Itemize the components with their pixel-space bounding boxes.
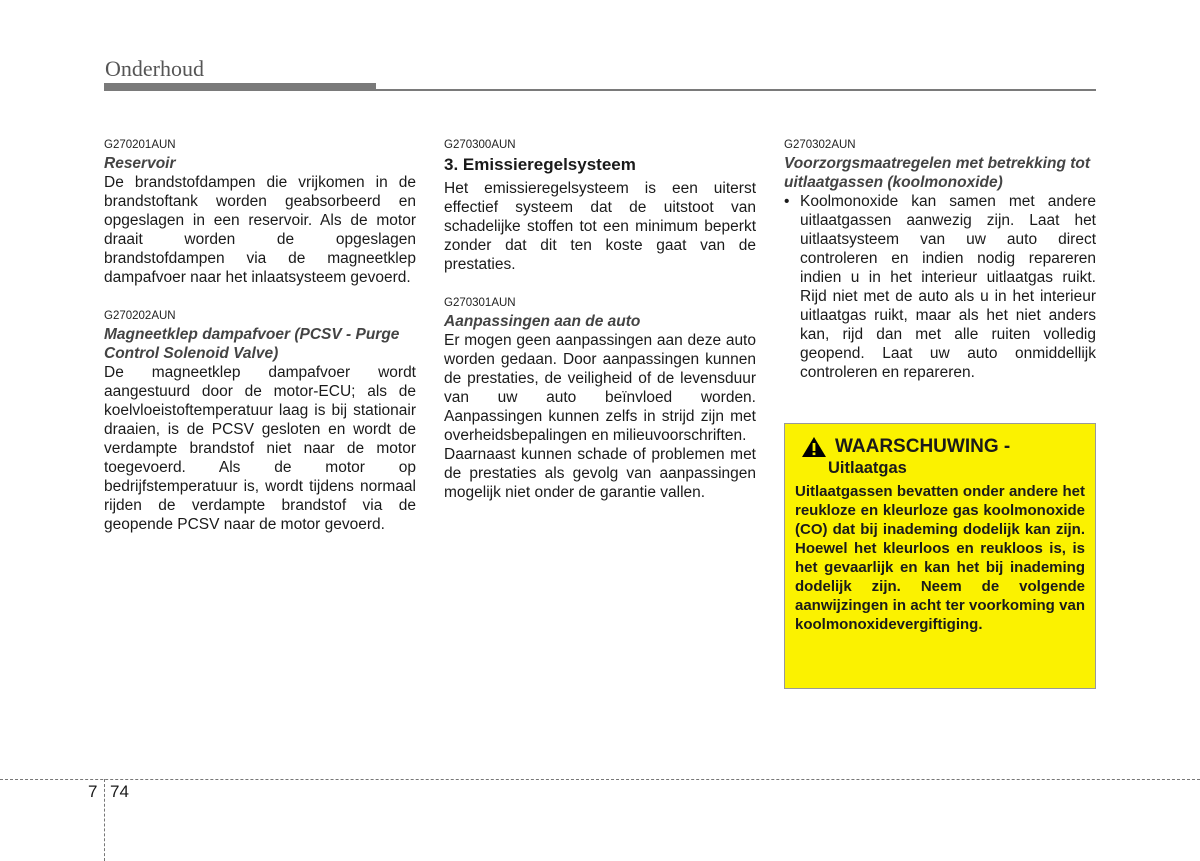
warning-header	[795, 436, 1085, 458]
footer-dashed-rule	[0, 779, 1200, 780]
page-number: 74	[110, 782, 129, 801]
bullet-marker: •	[784, 193, 790, 210]
section-title-modifications: Aanpassingen aan de auto	[444, 313, 641, 330]
column-left	[104, 138, 416, 534]
section-title-exhaust-precautions: Voorzorgsmaatregelen met betrekking tot uitlaatgassen (koolmonoxide)	[784, 155, 1091, 191]
warning-subtitle: Uitlaatgas	[828, 459, 907, 477]
section-code: G270202AUN	[104, 310, 176, 322]
warning-body: Uitlaatgassen bevatten onder andere het reukloze en kleurloze gas koolmonoxide (CO) dat bij inademing dodelijk kan zijn. Hoewel het kleurloos en reukloos is, is het gevaarlijk en kan het bij inademing dodelijk zijn. Neem de volgende aanwijzingen in acht ter voorkoming van koolmonoxidevergiftiging.	[795, 483, 1085, 633]
section-code: G270300AUN	[444, 139, 516, 151]
footer-vertical-rule	[104, 779, 105, 861]
column-right	[784, 138, 1096, 382]
section-body-emission: Het emissieregelsysteem is een uiterst effectief systeem dat de uitstoot van schadelijke stoffen tot een minimum beperkt zonder dat dit ten koste gaat van de prestaties.	[444, 180, 756, 273]
section-body-pcsv: De magneetklep dampafvoer wordt aangestuurd door de motor-ECU; als de koelvloeistoftemperatuur laag is bij stationair draaien, is de PCSV gesloten en wordt de verdampte brandstof niet naar de motor toegevoerd. Als de motor op bedrijfstemperatuur is, wordt tijdens normaal rijden de verdampte brandstof via de geopende PCSV naar de motor gevoerd.	[104, 364, 416, 533]
column-middle	[444, 138, 756, 502]
chapter-number: 7	[88, 782, 98, 801]
list-item	[784, 192, 1096, 382]
page-header-title: Onderhoud	[105, 56, 204, 81]
section-body-modifications-warranty: Daarnaast kunnen schade of problemen met de prestaties als gevolg van aanpassingen mogelijk niet onder de garantie vallen.	[444, 446, 756, 501]
header-rule-thick	[104, 83, 376, 91]
section-title-pcsv: Magneetklep dampafvoer (PCSV - Purge Control Solenoid Valve)	[104, 326, 400, 362]
warning-box	[784, 423, 1096, 689]
list-item-text: Koolmonoxide kan samen met andere uitlaatgassen aanwezig zijn. Laat het uitlaatsysteem van uw auto direct controleren en indien nodig repareren indien u in het interieur uitlaatgas ruikt. Rijd niet met de auto als u in het interieur uitlaatgas ruikt, maar als het niet anders kan, rijd dan met alle ruiten volledig geopend. Laat uw auto onmiddellijk controleren en repareren.	[800, 193, 1096, 381]
section-code: G270201AUN	[104, 139, 176, 151]
section-body-modifications: Er mogen geen aanpassingen aan deze auto worden gedaan. Door aanpassingen kunnen de prestaties, de veiligheid of de levensduur van uw auto beïnvloed worden. Aanpassingen kunnen zelfs in strijd zijn met overheidsbepalingen en milieuvoorschriften.	[444, 332, 756, 444]
header-rule-thin	[376, 89, 1096, 91]
section-code: G270301AUN	[444, 297, 516, 309]
warning-title: WAARSCHUWING -	[835, 436, 1011, 457]
warning-triangle-icon	[801, 436, 827, 458]
section-code: G270302AUN	[784, 139, 856, 151]
section-body-reservoir: De brandstofdampen die vrijkomen in de brandstoftank worden geabsorbeerd en opgeslagen in een reservoir. Als de motor draait worden de opgeslagen brandstofdampen via de magneetklep dampafvoer naar het inlaatsysteem gevoerd.	[104, 174, 416, 286]
section-heading-emission: 3. Emissieregelsysteem	[444, 155, 636, 174]
section-title-reservoir: Reservoir	[104, 155, 176, 172]
